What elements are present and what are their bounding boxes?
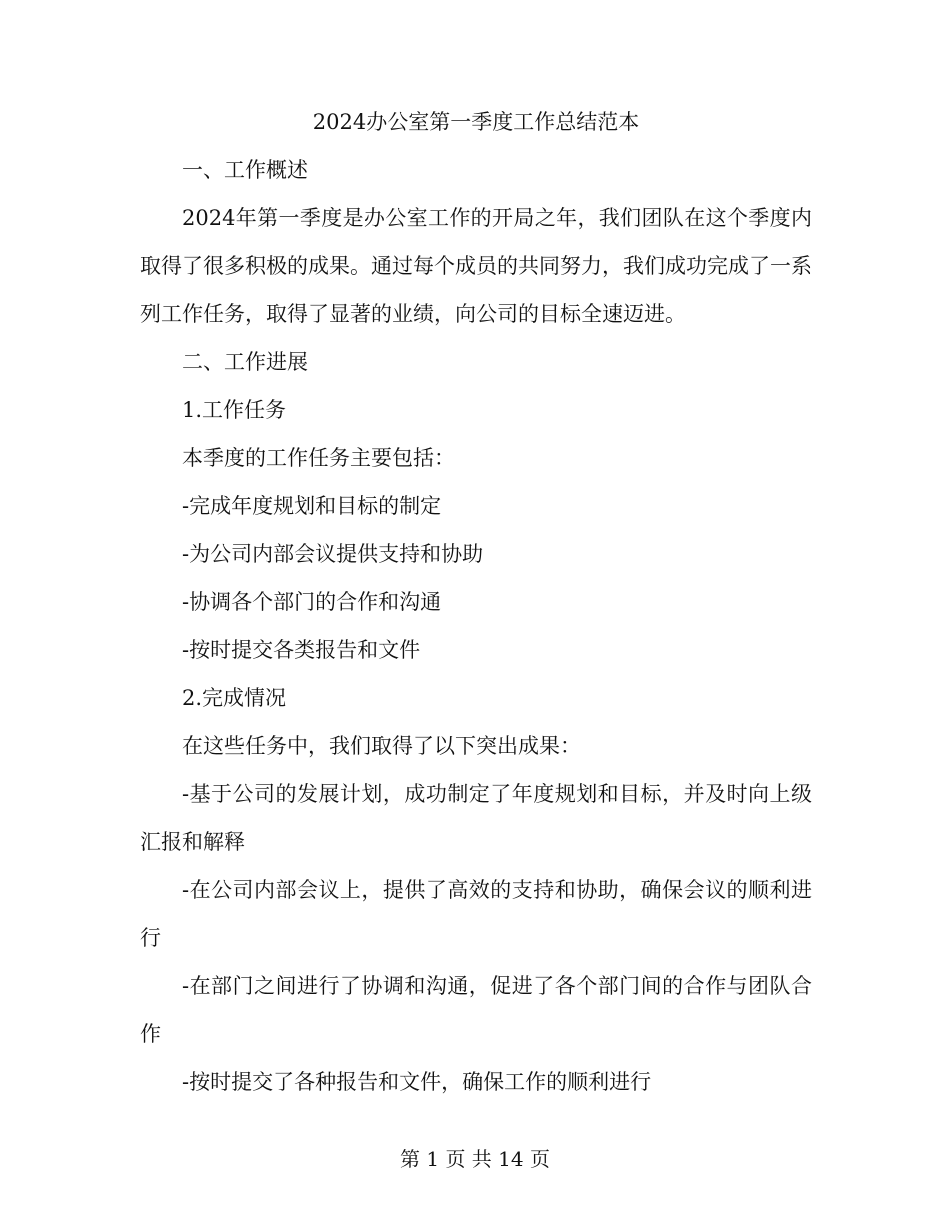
section-heading-progress: 二、工作进展 bbox=[182, 350, 308, 374]
document-title: 2024办公室第一季度工作总结范本 bbox=[312, 110, 640, 134]
section-heading-overview: 一、工作概述 bbox=[182, 158, 308, 182]
list-item: -为公司内部会议提供支持和协助 bbox=[182, 542, 484, 566]
subheading-tasks: 1.工作任务 bbox=[182, 398, 287, 422]
list-item: -按时提交了各种报告和文件，确保工作的顺利进行 bbox=[182, 1070, 652, 1094]
document-body bbox=[140, 98, 812, 1106]
page-indicator: 第 1 页 共 14 页 bbox=[400, 1147, 550, 1171]
list-item: -基于公司的发展计划，成功制定了年度规划和目标，并及时向上级汇报和解释 bbox=[140, 782, 812, 854]
tasks-intro: 本季度的工作任务主要包括： bbox=[182, 446, 455, 470]
list-item: -按时提交各类报告和文件 bbox=[182, 638, 421, 662]
overview-paragraph: 2024年第一季度是办公室工作的开局之年，我们团队在这个季度内取得了很多积极的成果。通过每个成员的共同努力，我们成功完成了一系列工作任务，取得了显著的业绩，向公司的目标全速迈进。 bbox=[140, 206, 812, 326]
list-item: -在公司内部会议上，提供了高效的支持和协助，确保会议的顺利进行 bbox=[140, 878, 812, 950]
list-item: -完成年度规划和目标的制定 bbox=[182, 494, 442, 518]
completion-intro: 在这些任务中，我们取得了以下突出成果： bbox=[182, 734, 581, 758]
list-item: -协调各个部门的合作和沟通 bbox=[182, 590, 442, 614]
subheading-completion: 2.完成情况 bbox=[182, 686, 287, 710]
list-item: -在部门之间进行了协调和沟通，促进了各个部门间的合作与团队合作 bbox=[140, 974, 812, 1046]
